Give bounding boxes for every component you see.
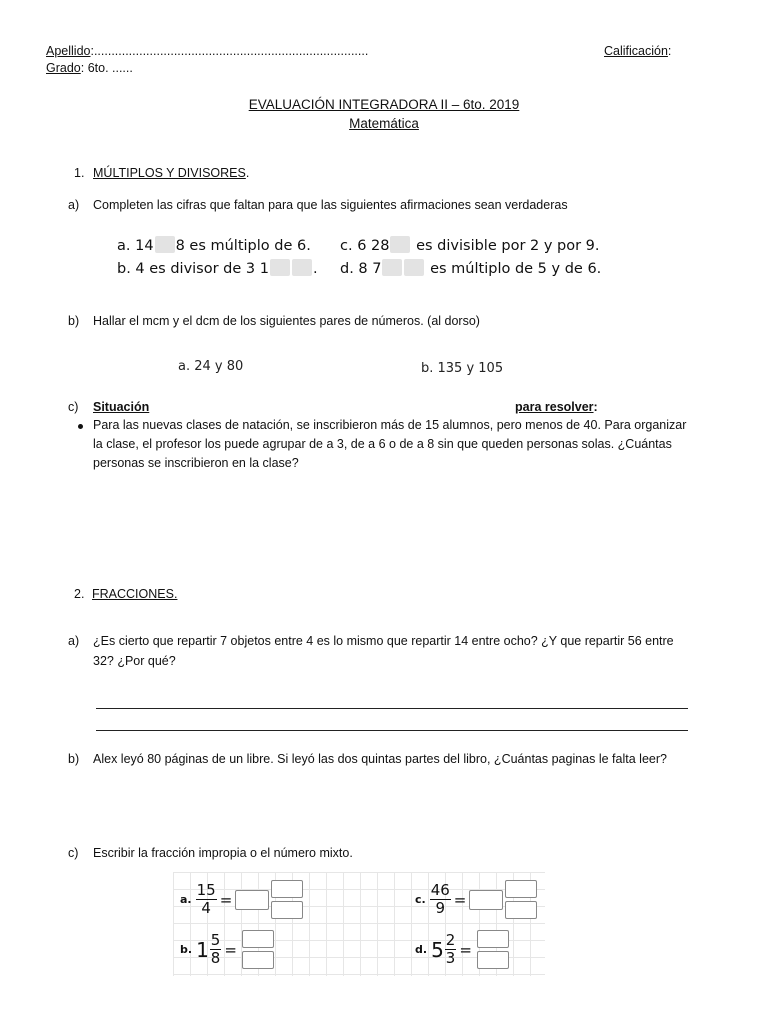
grado-label: Grado	[46, 61, 81, 75]
denominator-answer-box[interactable]	[505, 901, 537, 919]
numerator-answer-box[interactable]	[477, 930, 509, 948]
fraction-item-d: d. 5 $\frac{2}{3}$ =	[415, 930, 509, 969]
q1c-letter: c)	[68, 400, 79, 414]
numerator-answer-box[interactable]	[505, 880, 537, 898]
fraction-item-c: c. $\frac{46}{9}$ =	[415, 880, 537, 919]
blank-box	[390, 236, 410, 253]
denominator-answer-box[interactable]	[477, 951, 509, 969]
grado-value: : 6to. ......	[80, 61, 133, 75]
fraction: $\frac{46}{9}$	[430, 881, 450, 917]
calificacion-label: Calificación	[604, 44, 668, 58]
section2-title: FRACCIONES.	[92, 587, 178, 601]
calificacion-field: Calificación:	[604, 44, 672, 58]
q1b-letter: b)	[68, 314, 80, 328]
fraction: $\frac{2}{3}$	[445, 931, 456, 967]
q2a-line2: 32? ¿Por qué?	[93, 654, 176, 668]
q2c-text: Escribir la fracción impropia o el número mixto.	[93, 846, 353, 860]
q1a-letter: a)	[68, 198, 80, 212]
q1b-pair-a: a. 24 y 80	[178, 359, 244, 374]
q2b-letter: b)	[68, 752, 80, 766]
bullet	[78, 424, 83, 429]
answer-line	[96, 730, 688, 731]
section1-heading: MÚLTIPLOS Y DIVISORES.	[93, 166, 250, 180]
blank-box	[404, 259, 424, 276]
fraction: $\frac{5}{8}$	[210, 931, 221, 967]
q1a-item-d: d. 8 7 es múltiplo de 5 y de 6.	[340, 261, 602, 277]
whole-answer-box[interactable]	[469, 890, 503, 910]
denominator-answer-box[interactable]	[271, 901, 303, 919]
section1-title: MÚLTIPLOS Y DIVISORES	[93, 166, 246, 180]
q1c-line2: la clase, el profesor los puede agrupar de a 3, de a 6 o de a 8 sin que queden personas solas. ¿Cuántas	[93, 437, 672, 451]
fraction-item-a: a. $\frac{15}{4}$ =	[180, 880, 303, 919]
q1a-item-a: a. 14 8 es múltiplo de 6.	[117, 238, 311, 254]
apellido-label: Apellido	[46, 44, 91, 58]
numerator-answer-box[interactable]	[271, 880, 303, 898]
q1c-line1: Para las nuevas clases de natación, se inscribieron más de 15 alumnos, pero menos de 40. Para organizar	[93, 418, 687, 432]
denominator-answer-box[interactable]	[242, 951, 274, 969]
q2a-letter: a)	[68, 634, 80, 648]
q2a-line1: ¿Es cierto que repartir 7 objetos entre 4 es lo mismo que repartir 14 entre ocho? ¿Y que repartir 56 entre	[93, 634, 674, 648]
q1a-text: Completen las cifras que faltan para que las siguientes afirmaciones sean verdaderas	[93, 198, 568, 212]
blank-box	[155, 236, 175, 253]
q2b-text: Alex leyó 80 páginas de un libre. Si leyó las dos quintas partes del libro, ¿Cuántas paginas le falta leer?	[93, 752, 667, 766]
q1a-item-c: c. 6 28 es divisible por 2 y por 9.	[340, 238, 600, 254]
fraction: $\frac{15}{4}$	[196, 881, 216, 917]
section1-number: 1.	[74, 166, 85, 180]
q1c-label-left: Situación	[93, 400, 150, 414]
blank-box	[292, 259, 312, 276]
blank-box	[382, 259, 402, 276]
exam-subject: Matemática	[349, 116, 419, 131]
answer-line	[96, 708, 688, 709]
exam-title: EVALUACIÓN INTEGRADORA II – 6to. 2019	[248, 97, 520, 112]
q1c-label-right: para resolver:	[515, 400, 598, 414]
grado-field	[46, 61, 133, 75]
q1b-text: Hallar el mcm y el dcm de los siguientes pares de números. (al dorso)	[93, 314, 480, 328]
q1b-pair-b: b. 135 y 105	[421, 361, 504, 376]
apellido-dots: :...............................................................................	[90, 44, 369, 58]
q2c-letter: c)	[68, 846, 79, 860]
whole-answer-box[interactable]	[235, 890, 269, 910]
section2-number: 2.	[74, 587, 85, 601]
q1a-item-b: b. 4 es divisor de 3 1 .	[117, 261, 318, 277]
q1c-line3: personas se inscribieron en la clase?	[93, 456, 299, 470]
blank-box	[270, 259, 290, 276]
fraction-item-b: b. 1 $\frac{5}{8}$ =	[180, 930, 274, 969]
apellido-field	[46, 44, 368, 58]
numerator-answer-box[interactable]	[242, 930, 274, 948]
